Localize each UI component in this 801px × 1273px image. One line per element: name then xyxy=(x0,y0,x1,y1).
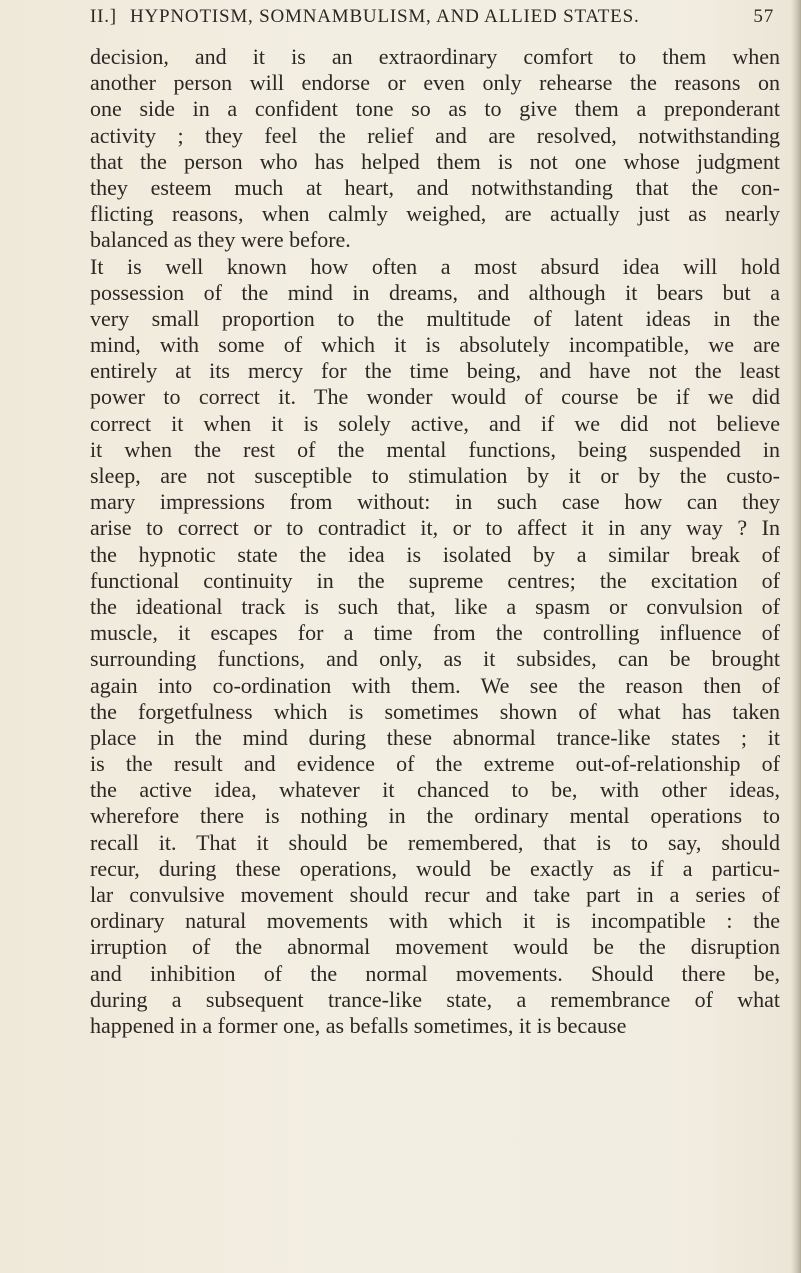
text-line: they esteem much at heart, and notwithstanding that the con- xyxy=(90,174,780,200)
text-line: the active idea, whatever it chanced to be, with other ideas, xyxy=(90,777,780,803)
running-title: HYPNOTISM, SOMNAMBULISM, AND ALLIED STATES. xyxy=(130,6,640,27)
text-line: another person will endorse or even only rehearse the reasons on xyxy=(90,70,780,96)
page-number: 57 xyxy=(753,6,774,27)
text-line: surrounding functions, and only, as it subsides, can be brought xyxy=(90,646,780,672)
text-line: activity ; they feel the relief and are resolved, notwithstanding xyxy=(90,122,780,148)
text-line: mind, with some of which it is absolutely incompatible, we are xyxy=(90,332,780,358)
text-line: recur, during these operations, would be exactly as if a particu- xyxy=(90,855,780,881)
text-line: during a subsequent trance-like state, a remembrance of what xyxy=(90,986,780,1012)
body-text xyxy=(90,44,780,1039)
text-line: recall it. That it should be remembered, that is to say, should xyxy=(90,829,780,855)
text-line: irruption of the abnormal movement would be the disruption xyxy=(90,934,780,960)
text-line: is the result and evidence of the extreme out-of-relationship of xyxy=(90,751,780,777)
text-line: entirely at its mercy for the time being, and have not the least xyxy=(90,358,780,384)
text-line: the forgetfulness which is sometimes shown of what has taken xyxy=(90,698,780,724)
text-line: wherefore there is nothing in the ordinary mental operations to xyxy=(90,803,780,829)
text-line: It is well known how often a most absurd idea will hold xyxy=(90,253,780,279)
text-line: the ideational track is such that, like a spasm or convulsion of xyxy=(90,593,780,619)
text-line: possession of the mind in dreams, and although it bears but a xyxy=(90,279,780,305)
text-line: place in the mind during these abnormal trance-like states ; it xyxy=(90,724,780,750)
text-line: muscle, it escapes for a time from the controlling influence of xyxy=(90,620,780,646)
text-line: one side in a confident tone so as to give them a preponderant xyxy=(90,96,780,122)
running-head xyxy=(90,6,780,36)
text-line: that the person who has helped them is not one whose judgment xyxy=(90,148,780,174)
chapter-number: II.] xyxy=(90,6,117,27)
text-line: mary impressions from without: in such case how can they xyxy=(90,489,780,515)
text-line: happened in a former one, as befalls sometimes, it is because xyxy=(90,1012,627,1038)
text-line: flicting reasons, when calmly weighed, are actually just as nearly xyxy=(90,201,780,227)
text-line: the hypnotic state the idea is isolated by a similar break of xyxy=(90,541,780,567)
text-line: ordinary natural movements with which it is incompatible : the xyxy=(90,908,780,934)
text-line: arise to correct or to contradict it, or to affect it in any way ? In xyxy=(90,515,780,541)
text-line: it when the rest of the mental functions, being suspended in xyxy=(90,436,780,462)
text-line: correct it when it is solely active, and if we did not believe xyxy=(90,410,780,436)
text-line: and inhibition of the normal movements. Should there be, xyxy=(90,960,780,986)
text-line: decision, and it is an extraordinary comfort to them when xyxy=(90,44,780,69)
text-line: functional continuity in the supreme centres; the excitation of xyxy=(90,567,780,593)
page-edge-shadow xyxy=(791,0,801,1273)
text-line: very small proportion to the multitude of latent ideas in the xyxy=(90,305,780,331)
text-line: lar convulsive movement should recur and take part in a series of xyxy=(90,882,780,907)
text-line: sleep, are not susceptible to stimulation by it or by the custo- xyxy=(90,463,780,488)
text-line: power to correct it. The wonder would of course be if we did xyxy=(90,384,780,410)
text-line: again into co-ordination with them. We see the reason then of xyxy=(90,672,780,698)
text-line: balanced as they were before. xyxy=(90,227,351,253)
